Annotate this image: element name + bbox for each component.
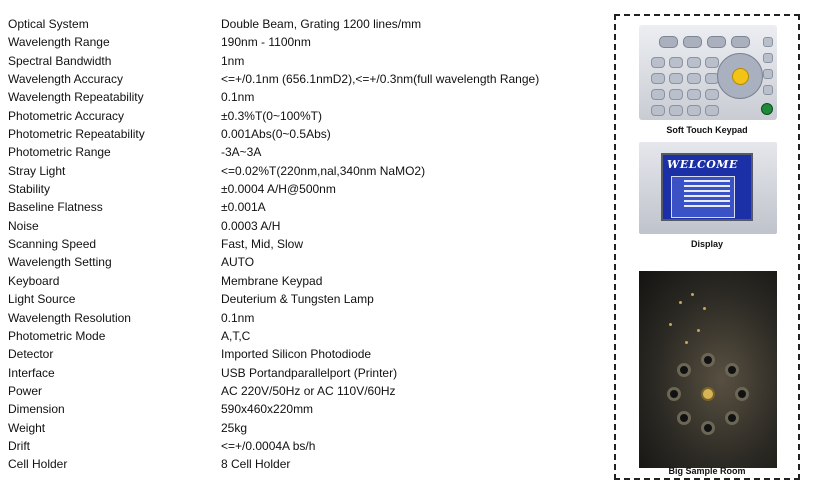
cell-slot xyxy=(701,421,715,435)
spec-label: Light Source xyxy=(8,292,76,307)
spec-row xyxy=(8,309,598,327)
cell-slot xyxy=(735,387,749,401)
spec-label: Stability xyxy=(8,182,51,197)
spec-row xyxy=(8,15,598,33)
screen-menu xyxy=(671,176,735,218)
screw-dot xyxy=(703,307,706,310)
spec-row xyxy=(8,162,598,180)
screw-dot xyxy=(697,329,700,332)
cell-slot xyxy=(667,387,681,401)
spec-value: ±0.001A xyxy=(221,200,266,215)
spec-row xyxy=(8,143,598,161)
cell-holder-hub xyxy=(701,387,715,401)
spec-value: Membrane Keypad xyxy=(221,273,323,288)
spec-row xyxy=(8,125,598,143)
spec-label: Wavelength Setting xyxy=(8,255,112,270)
spec-row xyxy=(8,33,598,51)
spec-value: <=0.02%T(220nm,nal,340nm NaMO2) xyxy=(221,163,426,178)
product-images-panel xyxy=(614,14,800,480)
spec-value: Imported Silicon Photodiode xyxy=(221,347,372,362)
number-keys xyxy=(651,57,717,116)
spec-row xyxy=(8,70,598,88)
display-caption: Display xyxy=(690,239,723,249)
spec-value: Fast, Mid, Slow xyxy=(221,237,304,252)
spec-label: Wavelength Resolution xyxy=(8,310,131,325)
spec-value: 0.001Abs(0~0.5Abs) xyxy=(221,127,331,142)
spec-label: Photometric Mode xyxy=(8,328,106,343)
spec-label: Stray Light xyxy=(8,163,66,178)
power-key xyxy=(761,103,773,115)
spec-value: Double Beam, Grating 1200 lines/mm xyxy=(221,17,422,31)
cell-slot xyxy=(725,363,739,377)
screw-dot xyxy=(691,293,694,296)
function-keys xyxy=(659,36,750,48)
spec-label: Photometric Repeatability xyxy=(8,127,145,142)
sample-room-photo xyxy=(639,271,777,468)
spec-row xyxy=(8,180,598,198)
spec-row xyxy=(8,52,598,70)
cell-slot xyxy=(677,363,691,377)
enter-key xyxy=(732,68,749,85)
spec-label: Scanning Speed xyxy=(8,237,97,252)
spec-label: Spectral Bandwidth xyxy=(8,53,112,68)
spec-label: Interface xyxy=(8,365,55,380)
spec-row xyxy=(8,419,598,437)
spec-row xyxy=(8,437,598,455)
spec-label: Wavelength Range xyxy=(8,35,110,50)
spec-label: Weight xyxy=(8,420,46,435)
keypad-caption: Soft Touch Keypad xyxy=(666,125,748,135)
spec-row xyxy=(8,107,598,125)
welcome-text: WELCOME xyxy=(667,158,738,171)
spec-label: Optical System xyxy=(8,17,89,31)
spec-row xyxy=(8,290,598,308)
lcd-screen xyxy=(661,153,753,221)
spec-row xyxy=(8,327,598,345)
cell-slot xyxy=(701,353,715,367)
spec-value: 190nm - 1100nm xyxy=(221,35,311,50)
spec-label: Drift xyxy=(8,438,30,453)
spec-value: -3A~3A xyxy=(221,145,262,160)
spec-value: 0.1nm xyxy=(221,90,255,105)
spec-label: Baseline Flatness xyxy=(8,200,103,215)
spec-value: 25kg xyxy=(221,420,248,435)
screw-dot xyxy=(669,323,672,326)
spec-value: 590x460x220mm xyxy=(221,402,314,417)
cell-slot xyxy=(677,411,691,425)
spec-label: Wavelength Repeatability xyxy=(8,90,144,105)
spec-row xyxy=(8,455,598,473)
spec-value: AC 220V/50Hz or AC 110V/60Hz xyxy=(221,383,396,398)
spec-value: Deuterium & Tungsten Lamp xyxy=(221,292,374,307)
side-keys xyxy=(763,37,771,97)
spec-row xyxy=(8,253,598,271)
spec-row xyxy=(8,217,598,235)
spec-value: 1nm xyxy=(221,53,245,68)
spec-value: 8 Cell Holder xyxy=(221,457,291,472)
screw-dot xyxy=(679,301,682,304)
spec-value: <=+/0.1nm (656.1nmD2),<=+/0.3nm(full wavelength Range) xyxy=(221,72,540,87)
spec-row xyxy=(8,272,598,290)
spec-label: Noise xyxy=(8,218,39,233)
spec-row xyxy=(8,235,598,253)
spec-value: ±0.0004 A/H@500nm xyxy=(221,182,336,197)
spec-value: A,T,C xyxy=(221,328,251,343)
sample-room-caption: Big Sample Room xyxy=(668,466,746,476)
spec-row xyxy=(8,198,598,216)
spec-label: Cell Holder xyxy=(8,457,68,472)
cell-slot xyxy=(725,411,739,425)
spec-label: Keyboard xyxy=(8,273,60,288)
screw-dot xyxy=(685,341,688,344)
spec-value: 0.0003 A/H xyxy=(221,218,281,233)
spec-value: <=+/0.0004A bs/h xyxy=(221,438,316,453)
specification-table xyxy=(8,15,598,474)
spec-value: 0.1nm xyxy=(221,310,255,325)
display-photo xyxy=(639,142,777,234)
spec-value: USB Portandparallelport (Printer) xyxy=(221,365,398,380)
spec-label: Power xyxy=(8,383,43,398)
spec-label: Dimension xyxy=(8,402,65,417)
spec-row xyxy=(8,364,598,382)
spec-value: ±0.3%T(0~100%T) xyxy=(221,108,322,123)
spec-value: AUTO xyxy=(221,255,255,270)
spec-row xyxy=(8,88,598,106)
spec-label: Photometric Range xyxy=(8,145,111,160)
spec-row xyxy=(8,382,598,400)
spec-label: Photometric Accuracy xyxy=(8,108,125,123)
keypad-photo xyxy=(639,25,777,120)
spec-row xyxy=(8,400,598,418)
spec-label: Wavelength Accuracy xyxy=(8,72,123,87)
spec-row xyxy=(8,345,598,363)
spec-label: Detector xyxy=(8,347,54,362)
